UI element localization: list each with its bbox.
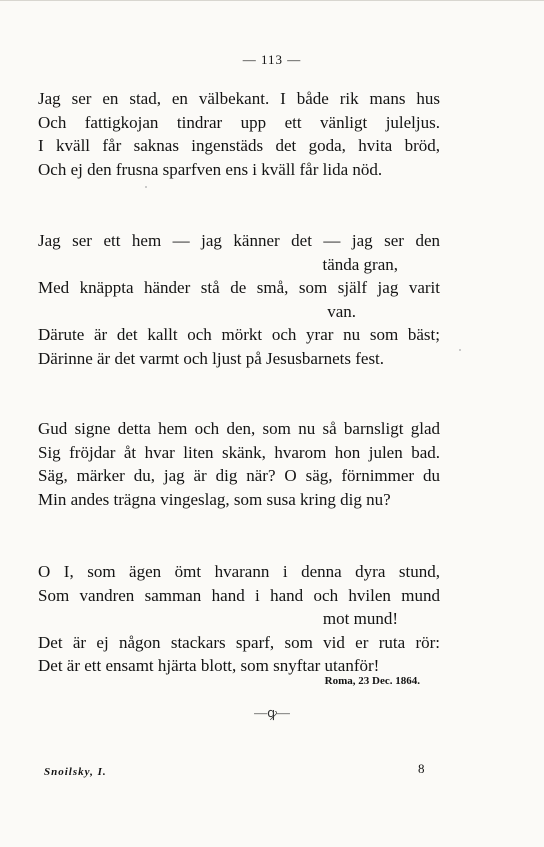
verse-line-continuation: tända gran, bbox=[322, 254, 398, 274]
verse-line: Med knäppta händer stå de små, som själf jag varit bbox=[38, 278, 440, 297]
verse-line: Därute är det kallt och mörkt och yrar nu som bäst; bbox=[38, 325, 440, 344]
verse-line: O I, som ägen ömt hvarann i denna dyra stund, bbox=[38, 562, 440, 581]
verse-line: Säg, märker du, jag är dig när? O säg, förnimmer du bbox=[38, 466, 440, 485]
verse-line: Min andes trägna vingeslag, som susa kring dig nu? bbox=[38, 489, 391, 509]
top-rule bbox=[0, 0, 544, 1]
dateline: Roma, 23 Dec. 1864. bbox=[324, 675, 420, 687]
verse-line: Och ej den frusna sparfven ens i kväll får lida nöd. bbox=[38, 159, 383, 179]
verse-line: Och fattigkojan tindrar upp ett vänligt juleljus. bbox=[38, 112, 440, 132]
paper-speck bbox=[459, 349, 461, 351]
verse-line: Därinne är det varmt och ljust på Jesusbarnets fest. bbox=[38, 348, 385, 368]
stanza-2 bbox=[38, 229, 440, 370]
signature-mark: Snoilsky, I. bbox=[44, 766, 107, 778]
verse-line: Sig fröjdar åt hvar liten skänk, hvarom hon julen bad. bbox=[38, 442, 440, 462]
verse-line: Som vandren samman hand i hand och hvilen mund bbox=[38, 585, 440, 605]
verse-line-continuation: mot mund! bbox=[322, 609, 398, 628]
stanza-1 bbox=[38, 87, 440, 181]
verse-line: I kväll får saknas ingenstäds det goda, hvita bröd, bbox=[38, 136, 440, 155]
page-number: — 113 — bbox=[242, 52, 302, 67]
paper-speck bbox=[145, 186, 147, 188]
verse-line: Det är ett ensamt hjärta blott, som snyftar utanför! bbox=[38, 656, 380, 675]
verse-line: Det är ej någon stackars sparf, som vid er ruta rör: bbox=[38, 632, 440, 652]
verse-line: Gud signe detta hem och den, som nu så barnsligt glad bbox=[38, 419, 440, 438]
stanza-4 bbox=[38, 560, 440, 678]
stanza-3 bbox=[38, 417, 440, 511]
verse-line: Jag ser ett hem — jag känner det — jag ser den bbox=[38, 231, 440, 250]
ornament-divider-icon: —ꝙ— bbox=[254, 705, 290, 720]
sheet-mark: 8 bbox=[418, 761, 425, 776]
verse-line-continuation: van. bbox=[327, 301, 356, 321]
verse-line: Jag ser en stad, en välbekant. I både rik mans hus bbox=[38, 89, 440, 108]
